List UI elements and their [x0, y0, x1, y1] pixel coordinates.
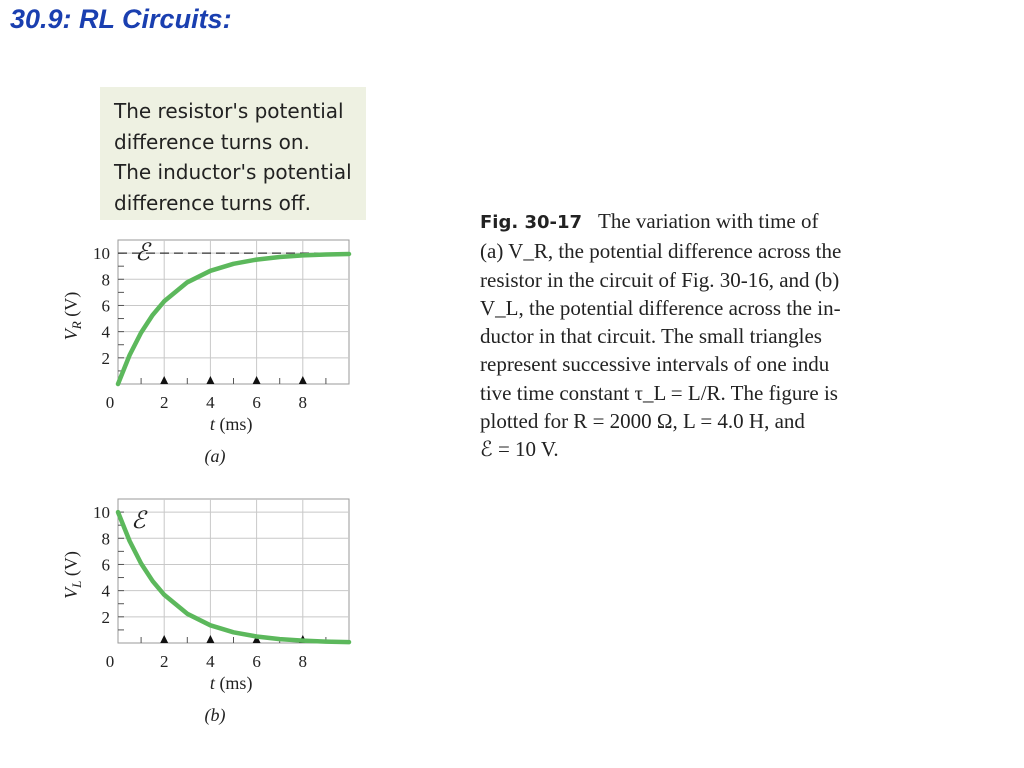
x-tick-label: 4: [206, 393, 215, 412]
x-tick-label: 4: [206, 652, 215, 671]
caption-line: resistor in the circuit of Fig. 30-16, and (b): [480, 267, 840, 292]
x-axis-label: t (ms): [209, 414, 253, 434]
callout-line: difference turns off.: [114, 190, 311, 215]
x-tick-label: 0: [105, 393, 115, 412]
time-constant-marker: [206, 635, 214, 643]
callout-line: The inductor's potential: [114, 160, 352, 184]
x-tick-label: 6: [252, 652, 261, 671]
series-line: [118, 254, 349, 384]
y-tick-label: 8: [101, 270, 110, 290]
x-tick-label: 0: [105, 652, 115, 671]
caption-line: V_L, the potential difference across the in-: [480, 295, 841, 320]
y-tick-label: 6: [101, 296, 110, 316]
time-constant-marker: [253, 376, 261, 384]
y-axis-label: $V_L$ (V): [61, 551, 84, 599]
caption-line: ℰ = 10 V.: [480, 437, 559, 462]
x-tick-label: 6: [252, 393, 261, 412]
y-tick-label: 8: [101, 529, 110, 549]
time-constant-marker: [160, 635, 168, 643]
panel-label: (b): [204, 705, 226, 725]
y-tick-label: 4: [101, 322, 110, 342]
plot-frame: [118, 499, 349, 643]
caption-text: The variation with time of: [598, 209, 819, 233]
y-tick-label: 2: [101, 607, 110, 627]
callout-line: difference turns on.: [114, 129, 310, 154]
x-tick-label: 2: [159, 393, 169, 412]
y-tick-label: 10: [93, 244, 110, 264]
y-tick-label: 6: [101, 555, 110, 575]
callout-line: The resistor's potential: [114, 99, 344, 123]
y-tick-label: 4: [101, 581, 110, 601]
panel-label: (a): [204, 446, 226, 466]
caption-line: plotted for R = 2000 Ω, L = 4.0 H, and: [480, 409, 805, 434]
caption-line: tive time constant τ_L = L/R. The figure is: [480, 380, 838, 405]
time-constant-marker: [160, 376, 168, 384]
y-tick-label: 10: [93, 503, 110, 523]
caption-line: represent successive intervals of one indu: [480, 352, 830, 377]
asymptote-label: ℰ: [135, 240, 150, 266]
slide-title: 30.9: RL Circuits:: [10, 4, 232, 34]
x-tick-label: 8: [298, 393, 308, 412]
time-constant-marker: [299, 376, 307, 384]
caption-line: (a) V_R, the potential difference across the: [480, 239, 842, 264]
x-axis-label: t (ms): [209, 673, 253, 693]
series-line: [118, 512, 349, 642]
y-axis-label: $V_R$ (V): [61, 291, 84, 341]
x-tick-label: 8: [298, 652, 308, 671]
caption-line: ductor in that circuit. The small triangles: [480, 324, 822, 349]
asymptote-label: ℰ: [131, 508, 146, 534]
time-constant-marker: [206, 376, 214, 384]
y-tick-label: 2: [101, 348, 110, 368]
x-tick-label: 2: [159, 652, 169, 671]
figure-label: Fig. 30-17: [480, 212, 583, 233]
